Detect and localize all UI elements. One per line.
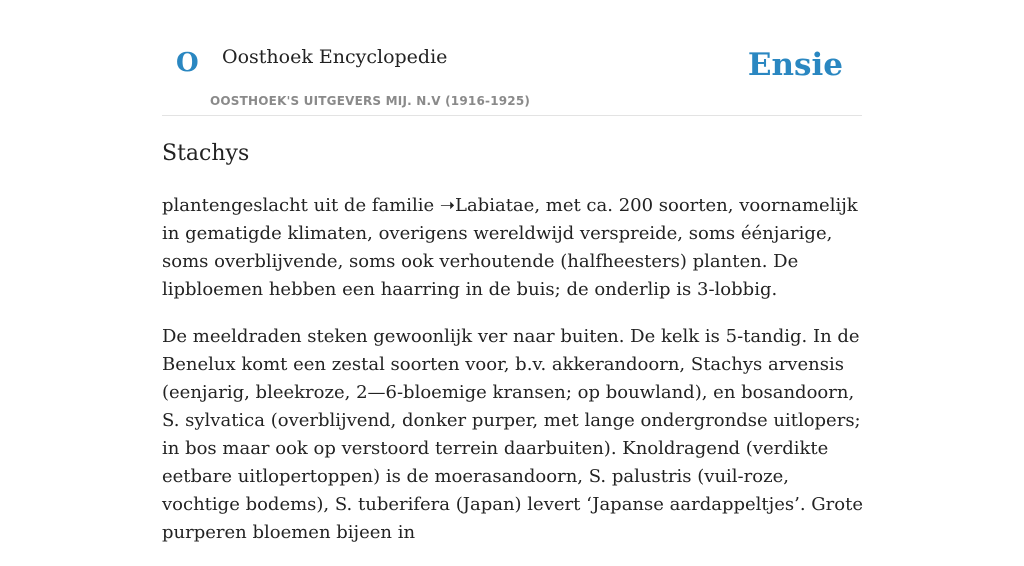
site-header [162,0,862,116]
entry-paragraph: De meeldraden steken gewoonlijk ver naar buiten. De kelk is 5-tandig. In de Benelux komt een zestal soorten voor, b.v. akkerandoorn, Stachys arvensis (eenjarig, bleekroze, 2—6-bloemige kransen; op bouwland), en bosandoorn, S. sylvatica (overblijvend, donker purper, met lange ondergrondse uitlopers; in bos maar ook op verstoord terrein daarbuiten). Knoldragend (verdikte eetbare uitlopertoppen) is de moerasandoorn, S. palustris (vuil-roze, vochtige bodems), S. tuberifera (Japan) levert ‘Japanse aardappeltjes’. Grote purperen bloemen bijeen in [162,326,863,543]
site-title-link[interactable]: Oosthoek Encyclopedie [222,46,448,68]
entry-title: Stachys [162,141,250,166]
logo-letter[interactable]: O [176,48,199,78]
brand-logo-link[interactable]: Ensie [747,47,843,83]
entry-body [162,192,866,566]
entry-paragraph: plantengeslacht uit de familie ➝Labiatae, met ca. 200 soorten, voornamelijk in gematigde klimaten, overigens wereldwijd verspreide, soms éénjarige, soms overblijvende, soms ook verhoutende (halfheesters) planten. De lipbloemen hebben een haarring in de buis; de onderlip is 3-lobbig. [162,195,858,300]
site-subtitle: OOSTHOEK'S UITGEVERS MIJ. N.V (1916-1925) [210,94,531,108]
